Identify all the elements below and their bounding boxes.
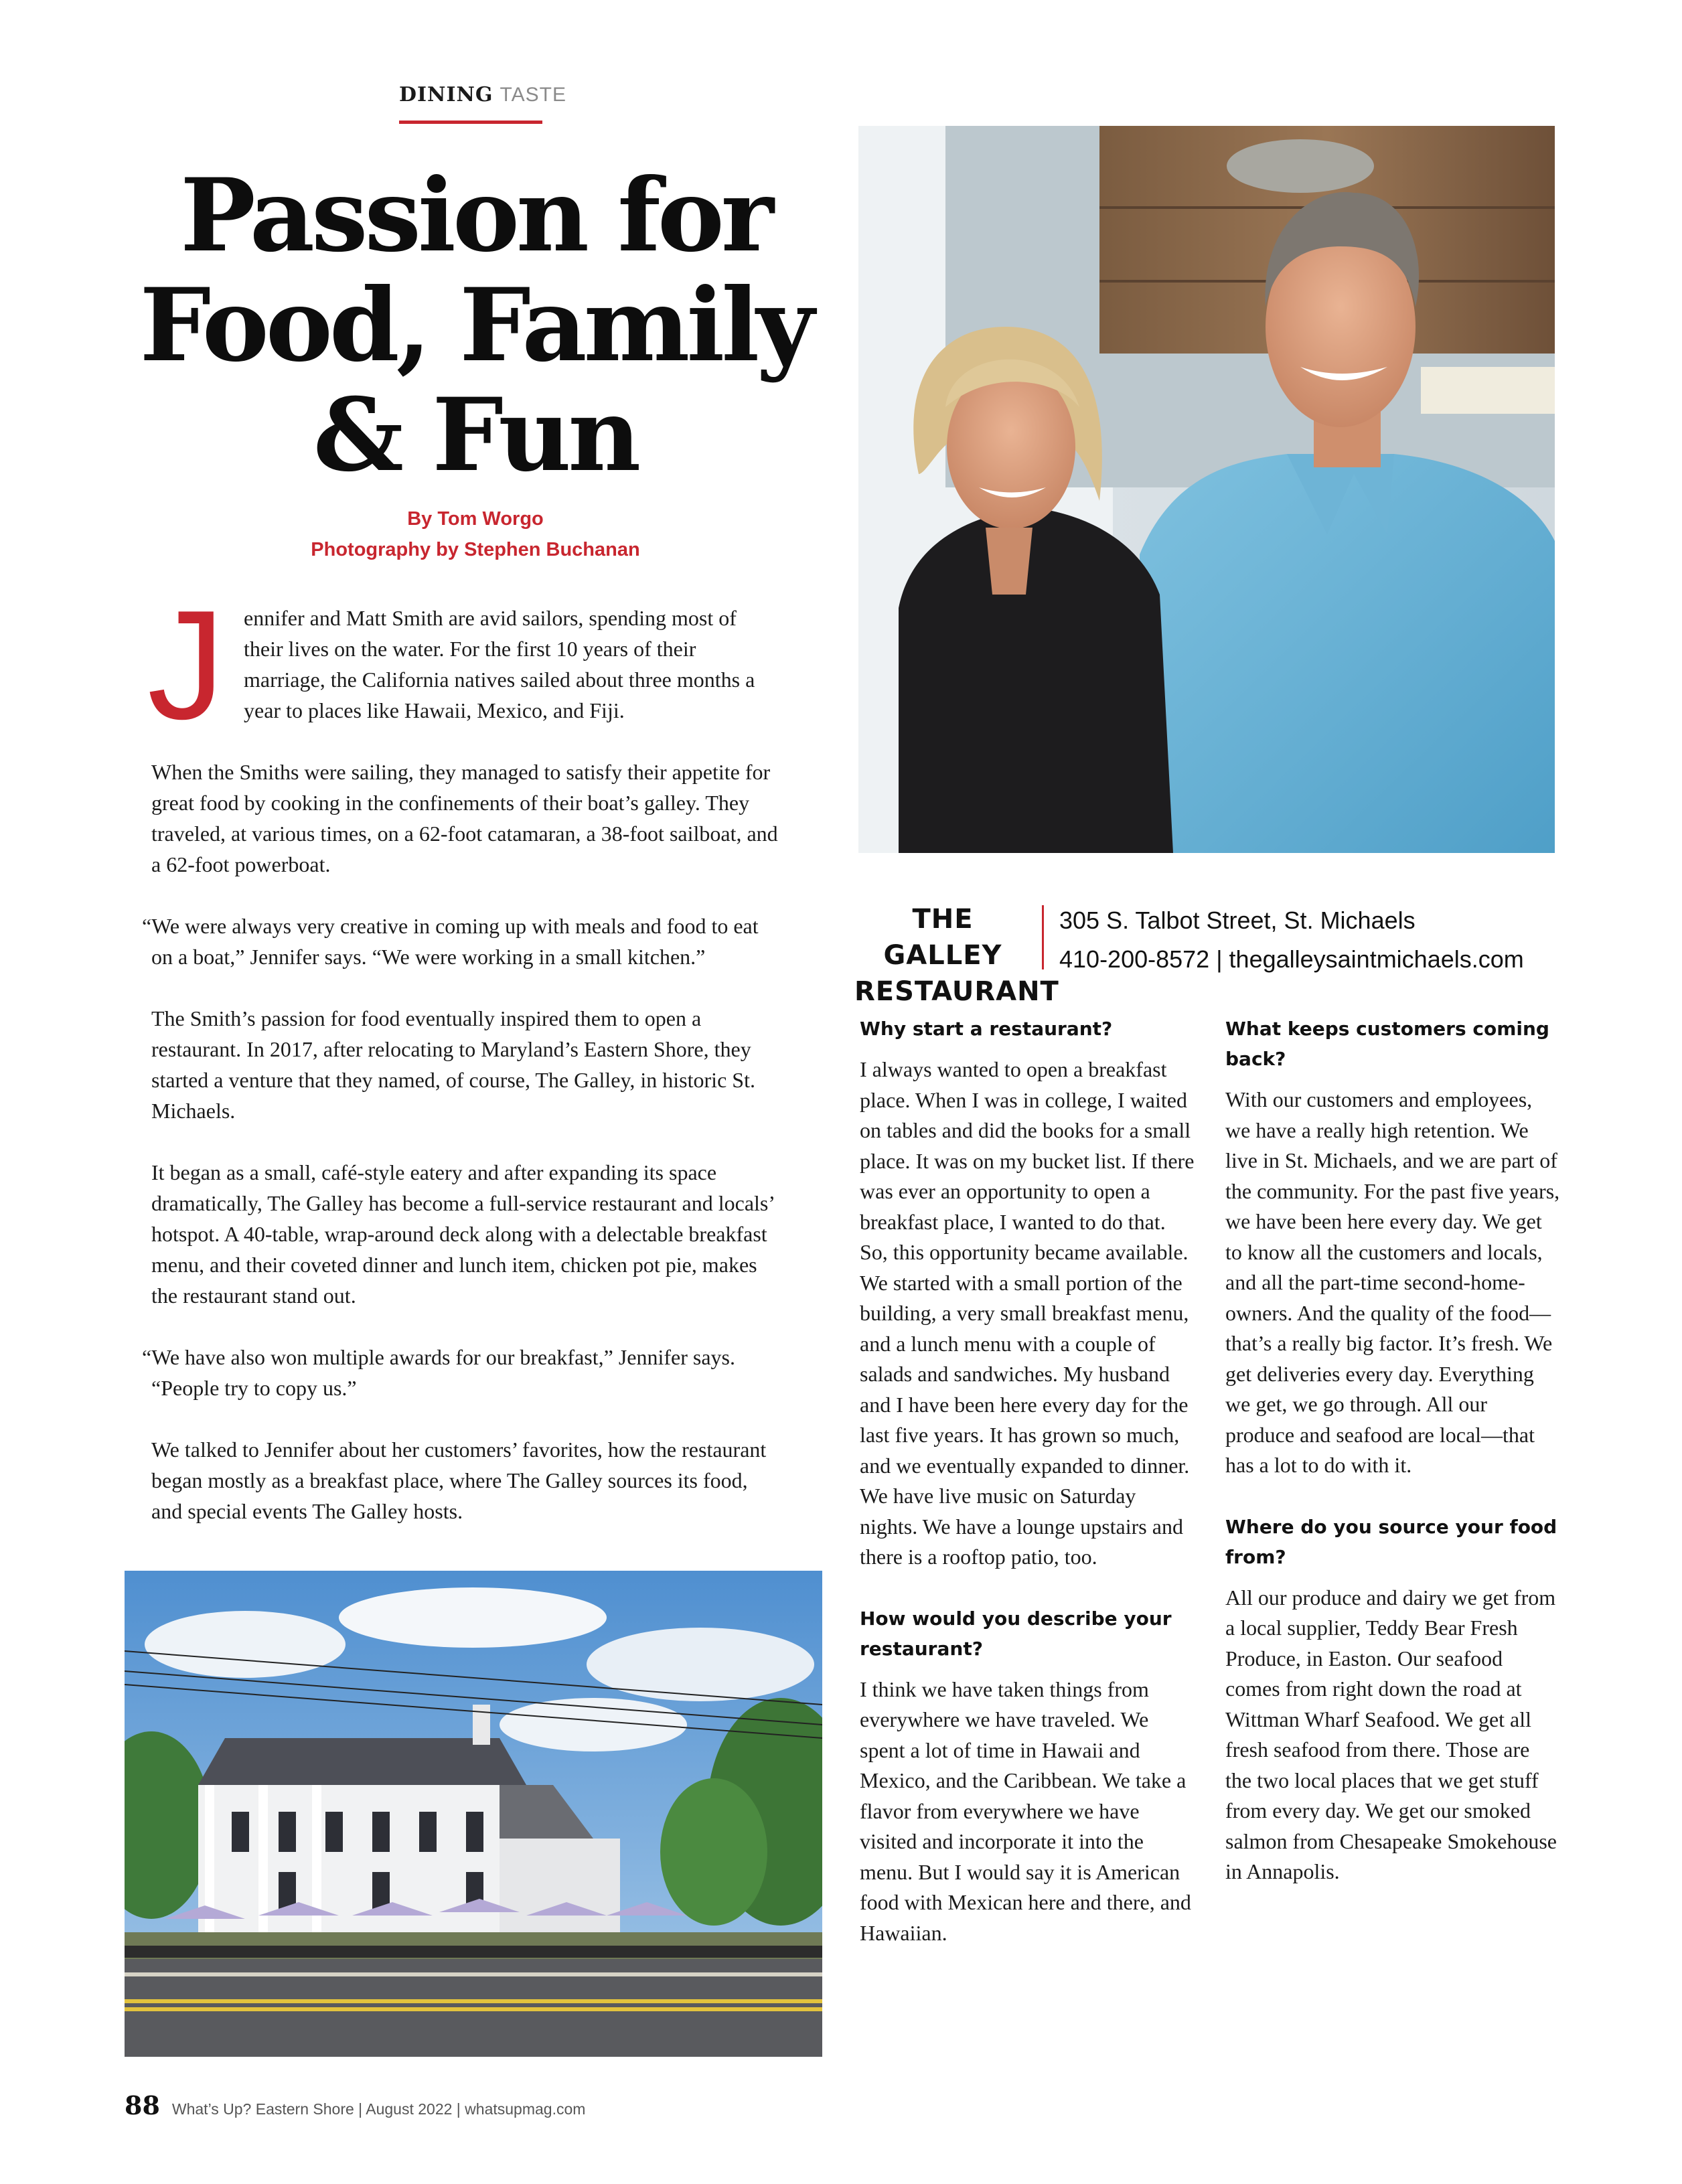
paragraph-7: We talked to Jennifer about her customers’ favorites, how the restaurant began mostly as a breakfast place, where The Galley sources its food, and special events The Galley hosts. <box>151 1437 767 1523</box>
question-heading: Why start a restaurant? <box>860 1018 1113 1040</box>
restaurant-exterior-photo <box>125 1571 822 2057</box>
answer-text: With our customers and employees, we have a really high retention. We live in St. Michaels, and we are part of the community. For the past five years, we have been here every day. We get to know all the customers and locals, and all the part-time second-home-owners. And the quality of the food—that’s a really big factor. It’s fresh. We get deliveries every day. Everything we get, we go through. All our produce and seafood are local—that has a lot to do with it. <box>1225 1087 1560 1477</box>
info-divider <box>1042 905 1044 969</box>
section-tag <box>399 83 566 106</box>
intro-paragraph <box>147 578 781 752</box>
restaurant-address: 305 S. Talbot Street, St. Michaels <box>1059 907 1416 934</box>
section-rule <box>399 121 542 124</box>
restaurant-name-line-2: RESTAURANT <box>854 976 1059 1007</box>
footer-text: What’s Up? Eastern Shore | August 2022 | whatsupmag.com <box>171 2100 586 2118</box>
paragraph-4: The Smith’s passion for food eventually inspired them to open a restaurant. In 2017, after relocating to Maryland’s Eastern Shore, they started a venture that they named, of course, The Galley, in historic St. Michaels. <box>151 1006 755 1123</box>
article-body <box>142 578 781 1557</box>
paragraph-6: “We have also won multiple awards for our breakfast,” Jennifer says. “People try to copy us.” <box>142 1345 735 1400</box>
photo-credit: Photography by Stephen Buchanan <box>311 539 640 560</box>
section-secondary: TASTE <box>500 84 566 106</box>
paragraph-5: It began as a small, café-style eatery and after expanding its space dramatically, The Galley has become a full-service restaurant and locals’ hotspot. A 40-table, wrap-around deck along with a delectable breakfast menu, and their coveted dinner and lunch item, chicken pot pie, makes the restaurant stand out. <box>151 1160 774 1308</box>
question-heading: Where do you source your food from? <box>1225 1515 1557 1568</box>
page-number: 88 <box>125 2090 160 2120</box>
section-primary: DINING <box>399 83 493 106</box>
paragraph-1: ennifer and Matt Smith are avid sailors, spending most of their lives on the water. For the first 10 years of their marriage, the California natives sailed about three months a year to places like Hawaii, Mexico, and Fiji. <box>244 606 755 722</box>
paragraph-3: “We were always very creative in coming up with meals and food to eat on a boat,” Jennifer says. “We were working in a small kitchen.” <box>142 914 759 969</box>
answer-text: All our produce and dairy we get from a local supplier, Teddy Bear Fresh Produce, in Easton. Our seafood comes from right down the road at Wittman Wharf Seafood. We get all fresh seafood from there. Those are the two local places that we get stuff from every day. We get our smoked salmon from Chesapeake Smokehouse in Annapolis. <box>1225 1585 1557 1883</box>
paragraph-2: When the Smiths were sailing, they managed to satisfy their appetite for great food by cooking in the confinements of their boat’s galley. They traveled, at various times, on a 62-foot catamaran, a 38-foot sailboat, and a 62-foot powerboat. <box>151 760 778 876</box>
owners-photo <box>858 126 1555 853</box>
headline-line-1: Passion for <box>180 157 771 275</box>
headline-line-3: & Fun <box>313 376 638 494</box>
answer-text: I think we have taken things from everywhere we have traveled. We spent a lot of time in Hawaii and Mexico, and the Caribbean. We take a flavor from everywhere we have visited and incorporate it into the menu. But I would say it is American food with Mexican here and there, and Hawaiian. <box>860 1676 1191 1945</box>
byline <box>121 503 830 565</box>
restaurant-details <box>1059 901 1568 979</box>
question-heading: How would you describe your restaurant? <box>860 1607 1172 1660</box>
restaurant-name-line-1: THE GALLEY <box>883 904 1002 971</box>
qa-column-2 <box>1225 1014 1560 1918</box>
answer-text: I always wanted to open a breakfast place. When I was in college, I waited on tables and did the books for a small place. It was on my bucket list. If there was ever an opportunity to open a breakfast place, I wanted to do that. So, this opportunity became available. We started with a small portion of the building, a very small breakfast menu, and a lunch menu with a couple of salads and sandwiches. My husband and I have been here every day for the last five years. It has grown so much, and we eventually expanded to dinner. We have live music on Saturday nights. We have a lounge upstairs and there is a rooftop patio, too. <box>860 1057 1195 1569</box>
restaurant-contact: 410-200-8572 | thegalleysaintmichaels.com <box>1059 945 1524 973</box>
page-footer <box>125 2090 928 2120</box>
restaurant-name <box>854 901 1059 1010</box>
headline <box>121 157 830 494</box>
headline-line-2: Food, Family <box>139 266 812 384</box>
qa-column-1 <box>860 1014 1195 1979</box>
question-heading: What keeps customers coming back? <box>1225 1018 1549 1070</box>
drop-cap: J <box>147 578 225 752</box>
author-credit: By Tom Worgo <box>407 508 544 530</box>
